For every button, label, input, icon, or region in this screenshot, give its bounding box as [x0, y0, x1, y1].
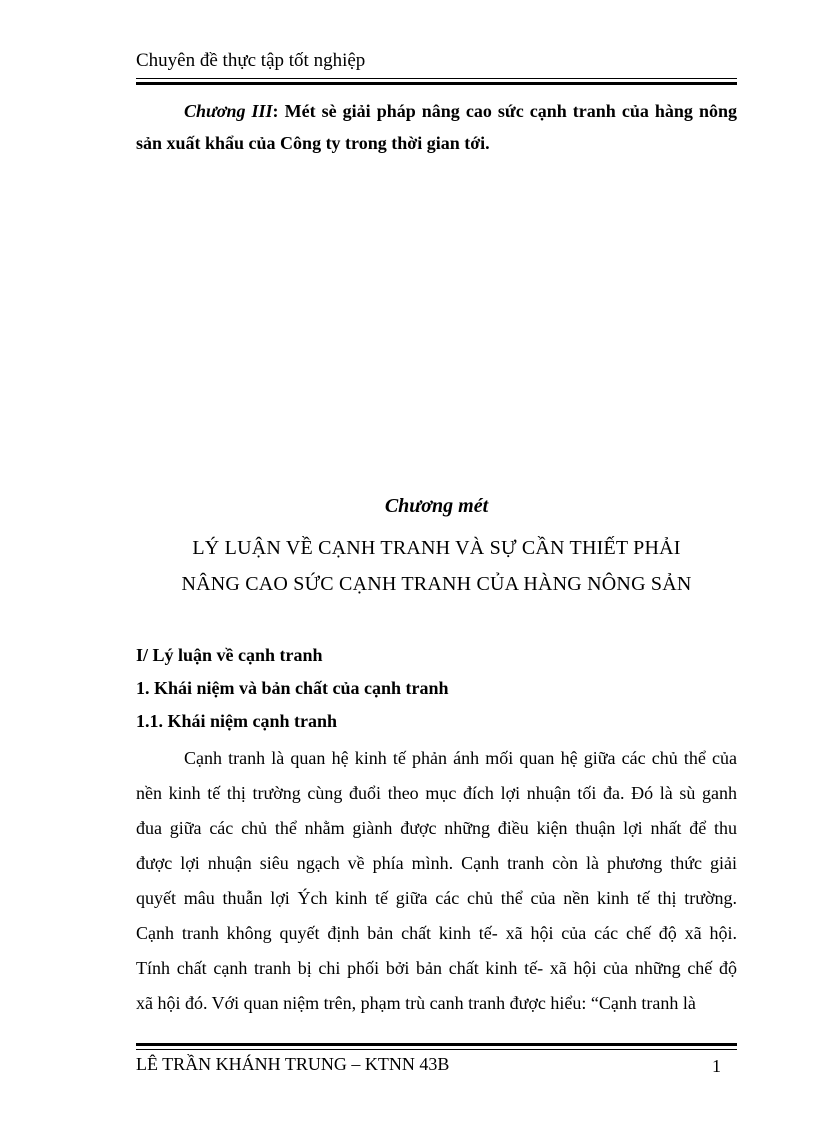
subsubsection-heading: 1.1. Khái niệm cạnh tranh — [136, 711, 338, 731]
body-line: được lợi nhuận siêu ngạch về phía mình. Cạnh tranh còn là phương thức giải — [136, 853, 737, 873]
body-line: nền kinh tế thị trường cùng đuổi theo mục đích lợi nhuận tối đa. Đó là sù ganh — [136, 783, 737, 803]
body-line: đua giữa các chủ thể nhằm giành được những điều kiện thuận lợi nhất để thu — [136, 818, 737, 838]
chapter-title-line-1: LÝ LUẬN VỀ CẠNH TRANH VÀ SỰ CẦN THIẾT PHẢI — [192, 537, 681, 559]
intro-line-2: sản xuất khẩu của Công ty trong thời gian tới. — [136, 133, 490, 153]
chapter-title — [136, 530, 737, 602]
page-number: 1 — [712, 1056, 721, 1076]
header-rule-thick — [136, 82, 737, 85]
chapter-reference: Chương III — [184, 101, 273, 121]
body-line: quyết mâu thuẫn lợi Ých kinh tế giữa các chủ thể của nền kinh tế thị trường. — [136, 888, 737, 908]
chapter-label: Chương mét — [384, 495, 489, 517]
subsection-heading: 1. Khái niệm và bản chất của cạnh tranh — [136, 678, 449, 698]
footer-rule-thin — [136, 1049, 737, 1050]
body-paragraph — [136, 741, 737, 1021]
chapter-title-line-2: NÂNG CAO SỨC CẠNH TRANH CỦA HÀNG NÔNG SẢN — [181, 573, 692, 595]
footer-rule-thick — [136, 1043, 737, 1046]
body-line: xã hội đó. Với quan niệm trên, phạm trù canh tranh được hiểu: “Cạnh tranh là — [136, 993, 696, 1013]
header-rule-thin — [136, 78, 737, 79]
intro-line-1-text: : Mét sè giải pháp nâng cao sức cạnh tranh của hàng nông — [272, 101, 737, 121]
footer-author: LÊ TRẦN KHÁNH TRUNG – KTNN 43B — [136, 1054, 450, 1074]
body-line: Tính chất cạnh tranh bị chi phối bởi bản chất kinh tế- xã hội của những chế độ — [136, 958, 737, 978]
intro-paragraph — [136, 95, 737, 159]
running-header: Chuyên đề thực tập tốt nghiệp — [136, 50, 366, 71]
body-line: Cạnh tranh không quyết định bản chất kinh tế- xã hội của các chế độ xã hội. — [136, 923, 737, 943]
intro-line-1 — [136, 95, 737, 127]
body-line: Cạnh tranh là quan hệ kinh tế phản ánh mối quan hệ giữa các chủ thể của — [184, 748, 737, 768]
section-heading: I/ Lý luận về cạnh tranh — [136, 645, 323, 665]
